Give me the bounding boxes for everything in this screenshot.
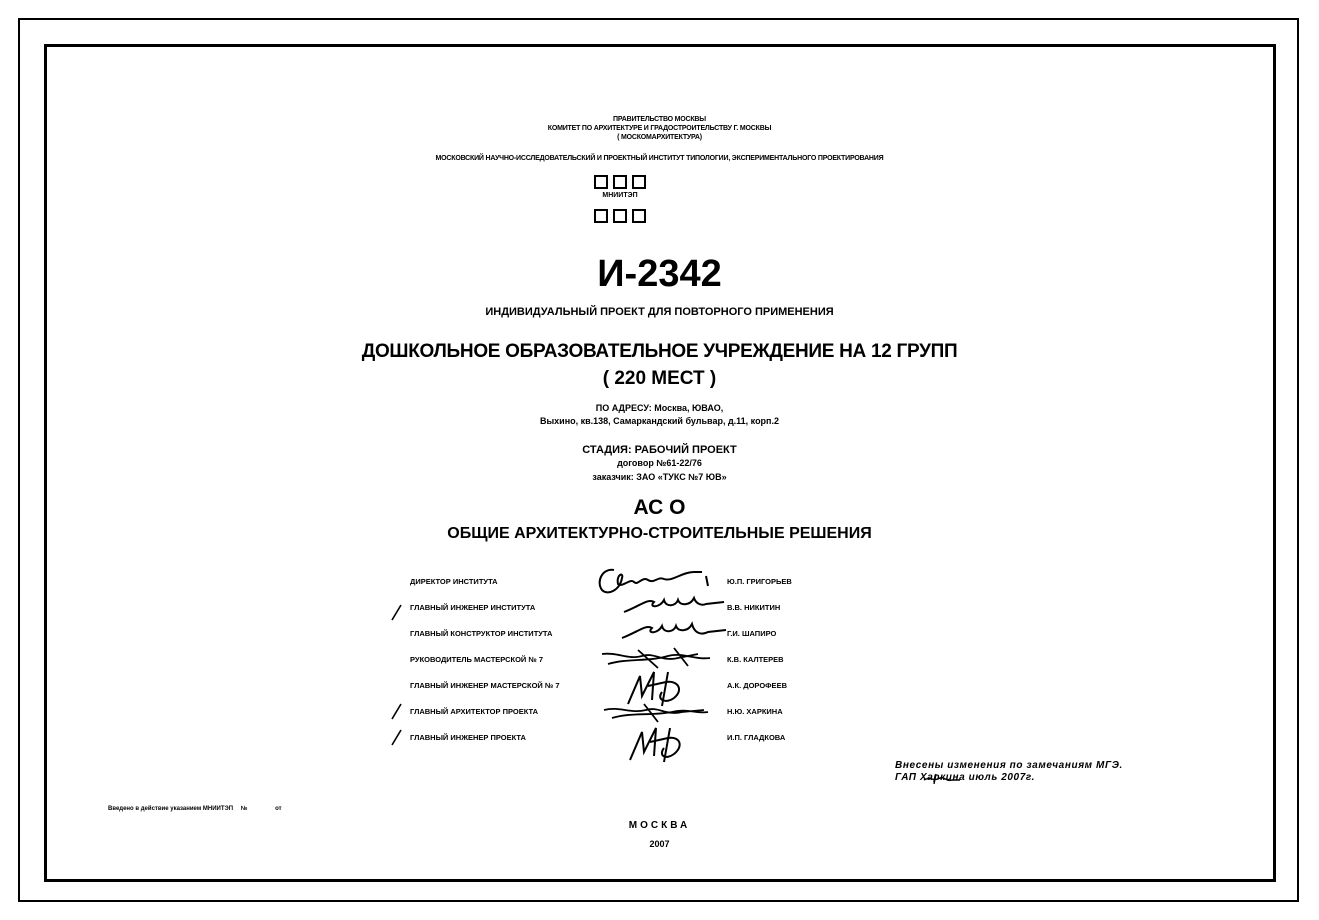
- address-line-1: ПО АДРЕСУ: Москва, ЮВАО,: [595, 403, 724, 413]
- logo-text: МНИИТЭП: [602, 192, 638, 199]
- signatory-role: ГЛАВНЫЙ ИНЖЕНЕР МАСТЕРСКОЙ № 7: [410, 681, 560, 690]
- customer: заказчик: ЗАО «ТУКС №7 ЮВ»: [592, 472, 727, 482]
- project-stage: СТАДИЯ: РАБОЧИЙ ПРОЕКТ: [582, 444, 737, 456]
- institute-logo: [594, 175, 646, 225]
- revision-note-line-1: Внесены изменения по замечаниям МГЭ.: [895, 760, 1123, 771]
- logo-square: [594, 175, 608, 189]
- revision-note-line-2: ГАП Харкина июль 2007г.: [895, 772, 1036, 783]
- approval-tick-mark: [390, 728, 404, 746]
- revision-signature: [922, 772, 962, 786]
- signatory-name: В.В. НИКИТИН: [727, 603, 781, 612]
- project-code: И-2342: [597, 253, 722, 295]
- signatory-role: ГЛАВНЫЙ АРХИТЕКТОР ПРОЕКТА: [410, 707, 539, 716]
- logo-square: [613, 175, 627, 189]
- signatory-name: А.К. ДОРОФЕЕВ: [727, 681, 787, 690]
- signatory-role: ГЛАВНЫЙ ИНЖЕНЕР ПРОЕКТА: [410, 733, 526, 742]
- project-title: ДОШКОЛЬНОЕ ОБРАЗОВАТЕЛЬНОЕ УЧРЕЖДЕНИЕ НА 12 ГРУПП: [361, 341, 958, 362]
- approval-tick-mark: [390, 603, 404, 621]
- city: МОСКВА: [628, 820, 691, 831]
- introduction-from-label: от: [275, 806, 282, 812]
- signatory-name: Н.Ю. ХАРКИНА: [727, 707, 783, 716]
- contract-number: договор №61-22/76: [617, 458, 702, 468]
- signatory-name: Г.И. ШАПИРО: [727, 629, 777, 638]
- logo-square: [594, 209, 608, 223]
- signature-chief-engineer: [620, 592, 730, 616]
- signatory-role: ГЛАВНЫЙ КОНСТРУКТОР ИНСТИТУТА: [410, 629, 553, 638]
- signatory-name: И.П. ГЛАДКОВА: [727, 733, 786, 742]
- section-code: АС О: [633, 496, 686, 519]
- logo-square: [632, 175, 646, 189]
- signature-project-engineer: [624, 722, 690, 764]
- project-subtitle: ИНДИВИДУАЛЬНЫЙ ПРОЕКТ ДЛЯ ПОВТОРНОГО ПРИМЕНЕНИЯ: [485, 306, 834, 318]
- introduction-number-label: №: [240, 806, 248, 812]
- org-line-3: ( МОСКОМАРХИТЕКТУРА): [617, 134, 702, 141]
- signatory-role: РУКОВОДИТЕЛЬ МАСТЕРСКОЙ № 7: [410, 655, 544, 664]
- signature-chief-architect: [600, 700, 712, 724]
- org-line-1: ПРАВИТЕЛЬСТВО МОСКВЫ: [613, 116, 706, 123]
- introduction-text: Введено в действие указанием МНИИТЭП: [108, 806, 234, 812]
- signatory-role: ДИРЕКТОР ИНСТИТУТА: [410, 577, 498, 586]
- institute-name: МОСКОВСКИЙ НАУЧНО-ИССЛЕДОВАТЕЛЬСКИЙ И ПРОЕКТНЫЙ ИНСТИТУТ ТИПОЛОГИИ, ЭКСПЕРИМЕНТАЛЬНОГО ПРОЕКТИРОВАНИЯ: [435, 155, 884, 162]
- logo-square: [613, 209, 627, 223]
- signatory-name: К.В. КАЛТЕРЕВ: [727, 655, 784, 664]
- introduction-note: [108, 806, 282, 812]
- approval-tick-mark: [390, 702, 404, 720]
- signatory-name: Ю.П. ГРИГОРЬЕВ: [727, 577, 792, 586]
- org-line-2: КОМИТЕТ ПО АРХИТЕКТУРЕ И ГРАДОСТРОИТЕЛЬСТВУ Г. МОСКВЫ: [547, 125, 772, 132]
- logo-square: [632, 209, 646, 223]
- address-line-2: Выхино, кв.138, Самаркандский бульвар, д.11, корп.2: [539, 416, 780, 426]
- signatory-role: ГЛАВНЫЙ ИНЖЕНЕР ИНСТИТУТА: [410, 603, 536, 612]
- signature-chief-designer: [618, 618, 730, 642]
- project-places: ( 220 МЕСТ ): [602, 368, 717, 389]
- year: 2007: [649, 839, 670, 849]
- section-name: ОБЩИЕ АРХИТЕКТУРНО-СТРОИТЕЛЬНЫЕ РЕШЕНИЯ: [447, 525, 872, 542]
